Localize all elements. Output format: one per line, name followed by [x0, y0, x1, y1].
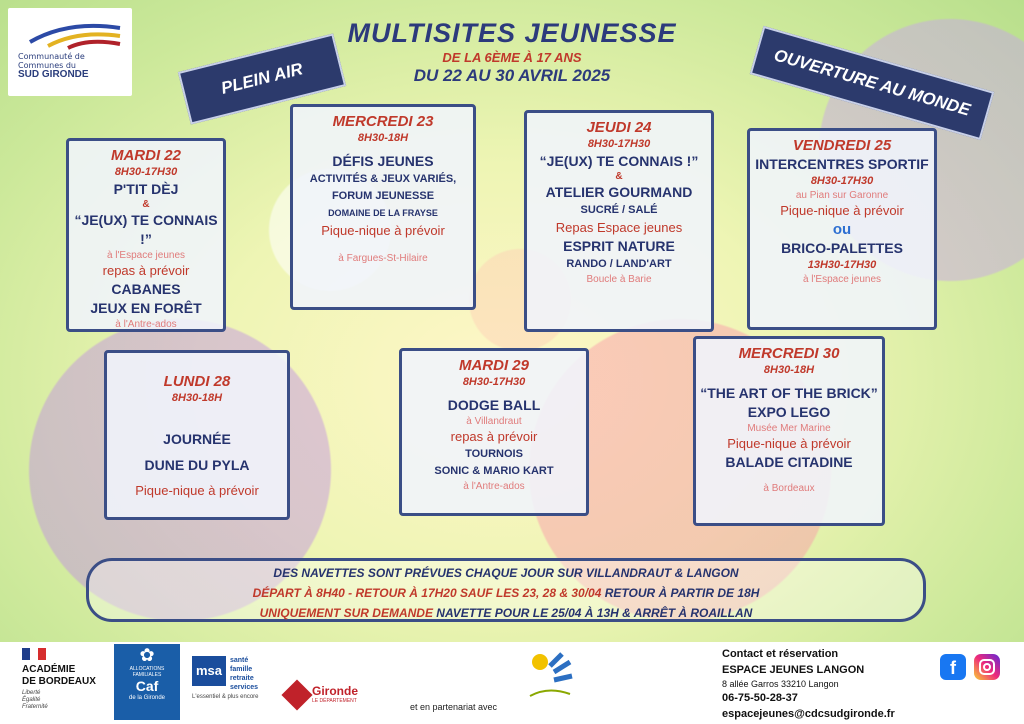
card-activity: EXPO LEGO: [747, 404, 831, 420]
card-amp: &: [615, 171, 623, 182]
gironde-line2: LE DÉPARTEMENT: [312, 698, 357, 704]
card-activity: RANDO / LAND'ART: [566, 258, 672, 270]
msa-line2: famille: [230, 666, 253, 673]
card-or: ou: [832, 221, 852, 238]
devise-1: Liberté: [22, 690, 41, 696]
date-range: DU 22 AU 30 AVRIL 2025: [413, 66, 611, 85]
caf-line1: ALLOCATIONS: [129, 666, 165, 672]
msa-line4: services: [230, 684, 259, 691]
logo-line2: Communes du: [18, 61, 76, 70]
card-place: à Fargues-St-Hilaire: [338, 253, 428, 264]
card-activity: FORUM JEUNESSE: [331, 190, 435, 202]
card-hours: 8H30-17H30: [114, 166, 178, 178]
card-activity: BRICO-PALETTES: [781, 240, 903, 256]
card-meal: Pique-nique à prévoir: [321, 223, 445, 238]
partner-text: et en partenariat avec: [410, 702, 498, 712]
contact-title: Contact et réservation: [722, 648, 839, 660]
logo-line1: Communauté de: [18, 52, 85, 61]
card-place: à l'Antre-ados: [115, 319, 177, 330]
caf-logo: [114, 644, 180, 720]
caf-line3: Caf: [135, 678, 159, 694]
shuttle-info: [86, 558, 926, 622]
card-hours: 8H30-18H: [357, 132, 409, 144]
card-meal: repas à prévoir: [102, 263, 190, 278]
card-activity: “THE ART OF THE BRICK”: [700, 385, 878, 401]
msa-line3: retraite: [230, 675, 254, 682]
card-activity: JOURNÉE: [163, 431, 231, 447]
day-card-mardi-22: [66, 138, 226, 332]
instagram-icon[interactable]: [974, 654, 1000, 680]
card-day: VENDREDI 25: [792, 137, 892, 154]
card-place: à l'Espace jeunes: [802, 274, 882, 285]
card-activity: SUCRÉ / SALÉ: [580, 204, 658, 216]
card-activity: TOURNOIS: [465, 448, 523, 460]
contact-email[interactable]: espacejeunes@cdcsudgironde.fr: [722, 708, 895, 720]
card-place: à l'Espace jeunes: [106, 250, 186, 261]
card-meal: Pique-nique à prévoir: [135, 483, 259, 498]
card-meal: Pique-nique à prévoir: [780, 203, 904, 218]
card-meal: repas à prévoir: [450, 429, 538, 444]
card-meal: Repas Espace jeunes: [555, 220, 683, 235]
card-activity: BALADE CITADINE: [725, 454, 853, 470]
card-place: Boucle à Barie: [586, 274, 652, 285]
age-range: DE LA 6ÈME À 17 ANS: [442, 50, 582, 65]
card-day: LUNDI 28: [163, 373, 231, 390]
academie-line1: ACADÉMIE: [22, 664, 76, 675]
banner-plein-air: PLEIN AIR: [178, 33, 346, 124]
shuttle-line3a: UNIQUEMENT SUR DEMANDE: [259, 606, 433, 620]
caf-line2: FAMILIALES: [132, 672, 162, 678]
contact-address: 8 allée Garros 33210 Langon: [722, 679, 839, 689]
card-day: MARDI 29: [458, 357, 529, 374]
card-day: MERCREDI 23: [332, 113, 434, 130]
contact-phone[interactable]: 06-75-50-28-37: [722, 692, 798, 704]
day-card-mardi-29: [399, 348, 589, 516]
card-hours: 8H30-18H: [171, 392, 223, 404]
card-hours: 13H30-17H30: [807, 259, 877, 271]
gironde-line1: Gironde: [312, 684, 359, 698]
msa-logo-icon: msa: [192, 656, 226, 686]
footer: [0, 642, 1024, 724]
msa-tagline: L'essentiel & plus encore: [192, 694, 259, 700]
devise-2: Égalité: [22, 697, 41, 703]
academie-line2: DE BORDEAUX: [22, 676, 96, 687]
day-card-vendredi-25: [747, 128, 937, 330]
caf-family-icon: ✿: [139, 645, 155, 665]
card-hours: 8H30-17H30: [462, 376, 526, 388]
card-activity: CABANES: [111, 281, 181, 297]
card-activity: DUNE DU PYLA: [144, 457, 250, 473]
marianne-icon: [22, 648, 46, 660]
day-card-mercredi-23: [290, 104, 476, 310]
day-card-mercredi-30: [693, 336, 885, 526]
devise-3: Fraternité: [22, 704, 48, 710]
card-amp: &: [142, 199, 150, 210]
card-hours: 8H30-18H: [763, 364, 815, 376]
card-hours: 8H30-17H30: [587, 138, 651, 150]
card-meal: Pique-nique à prévoir: [727, 436, 851, 451]
msa-line1: santé: [230, 657, 249, 664]
card-activity: “JE(UX) TE CONNAIS !”: [539, 153, 699, 169]
card-day: MARDI 22: [110, 147, 181, 164]
facebook-icon[interactable]: f: [940, 654, 966, 680]
shuttle-line3b: NAVETTE POUR LE 25/04 À 13H & ARRÊT À ROAILLAN: [432, 606, 753, 620]
partner-logo-icon: [520, 646, 576, 702]
card-activity: DÉFIS JEUNES: [332, 153, 434, 169]
caf-line4: de la Gironde: [128, 695, 166, 701]
card-place: à l'Antre-ados: [463, 481, 525, 492]
page-title: MULTISITES JEUNESSE: [347, 18, 677, 48]
day-card-jeudi-24: [524, 110, 714, 332]
card-venue: DOMAINE DE LA FRAYSE: [328, 208, 438, 218]
card-activity: INTERCENTRES SPORTIF: [755, 156, 929, 172]
logo-line3: SUD GIRONDE: [18, 69, 89, 80]
day-card-lundi-28: [104, 350, 290, 520]
shuttle-line1: DES NAVETTES SONT PRÉVUES CHAQUE JOUR SUR VILLANDRAUT & LANGON: [273, 566, 739, 580]
gironde-logo-icon: [281, 679, 312, 710]
card-day: MERCREDI 30: [738, 345, 840, 362]
card-place: à Villandraut: [466, 416, 522, 427]
card-activity: DODGE BALL: [447, 397, 541, 413]
card-activity: SONIC & MARIO KART: [434, 465, 554, 477]
card-place: au Pian sur Garonne: [795, 190, 889, 201]
card-activity: JEUX EN FORÊT: [90, 300, 202, 316]
card-place: à Bordeaux: [763, 483, 815, 494]
shuttle-line2b: RETOUR À PARTIR DE 18H: [601, 586, 760, 600]
card-day: JEUDI 24: [586, 119, 652, 136]
card-activity: “JE(UX) TE CONNAIS !”: [74, 212, 218, 247]
card-place: Musée Mer Marine: [747, 423, 831, 434]
card-activity: P'TIT DÈJ: [113, 181, 179, 197]
contact-org: ESPACE JEUNES LANGON: [722, 664, 865, 676]
shuttle-line2a: DÉPART À 8H40 - RETOUR À 17H20 SAUF LES 23, 28 & 30/04: [252, 586, 602, 600]
card-activity: ACTIVITÉS & JEUX VARIÉS,: [309, 173, 457, 185]
card-hours: 8H30-17H30: [810, 175, 874, 187]
card-activity: ATELIER GOURMAND: [545, 184, 693, 200]
card-activity: ESPRIT NATURE: [563, 238, 675, 254]
banner-ouverture: OUVERTURE AU MONDE: [750, 26, 994, 140]
